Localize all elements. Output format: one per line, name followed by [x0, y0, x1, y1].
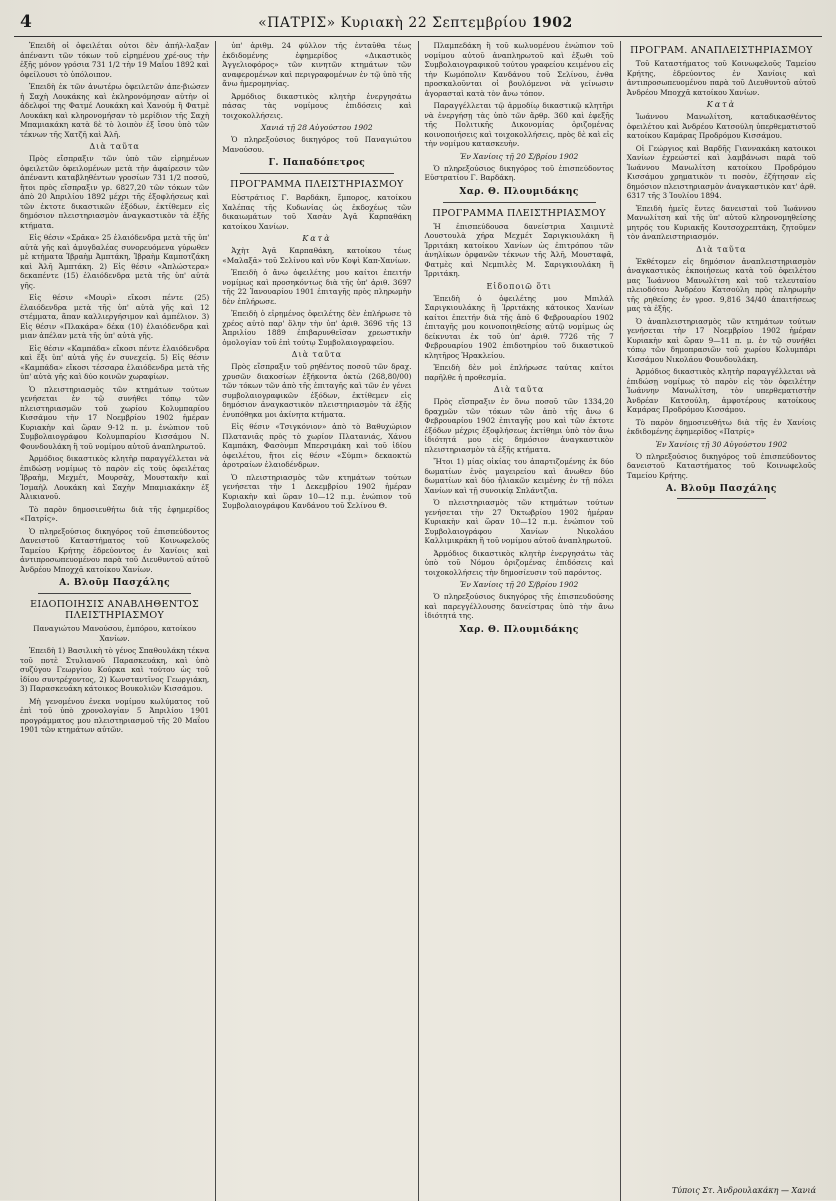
signature: Χαρ. Θ. Πλουμιδάκης [459, 186, 579, 197]
signature: Α. Βλοῦμ Πασχάλης [59, 578, 171, 588]
column-3 [419, 41, 621, 1201]
paragraph: Ἐπειδὴ ὁ εἰρημένος ὀφειλέτης δὲν ἐπλήρωσε τὸ χρέος αὐτὸ παρ' ὅλην τὴν ὑπ' ἀριθ. 3696 τῆς 13 Ἀπριλίου 1889 ἐπιβαρυνθεῖσαν χρεωστικὴν ὁμολογίαν τοῦ ἐπὶ τούτῳ Συμβολαιογραφείου. [222, 309, 412, 347]
paragraph: Ἐπειδὴ ὁ ἄνω ὀφειλέτης μου καίτοι ἐπειτήν νομίμως καὶ προσηκόντως διὰ τῆς ὑπ' ἀριθ. 3697 τῆς 22 Ἰανουαρίου 1901 ἐπιταγῆς πρὸς πληρωμὴν δὲν ἐπλήρωσε. [222, 268, 412, 306]
issue-year: 1902 [531, 15, 573, 31]
section-heading: Διὰ ταῦτα [696, 244, 747, 254]
section-heading: Διὰ ταῦτα [493, 385, 545, 394]
issue-date: Κυριακὴ 22 Σεπτεμβρίου [340, 15, 527, 31]
paragraph: Ὁ πλειστηριασμὸς τῶν κτημάτων τούτων γενήσεται τὴν 27 Ὀκτωβρίου 1902 ἡμέραν Κυριακὴν καὶ ὥραν 10—12 π.μ. ἐνώπιον τοῦ Συμβολαιογράφου Χανίων Νικολάου Καλλιμικράκη ἢ τοῦ νομίμου αὐτοῦ ἀναπληρωτοῦ. [424, 498, 614, 545]
section-heading: Διὰ ταῦτα [291, 350, 343, 359]
paragraph: Ἀρμόδιος δικαστικὸς κλητὴρ παραγγέλλεται νὰ ἐπιδώσῃ νομίμως τὸ παρὸν εἰς τὸν ὀφειλέτην Ἰωάννην Μανωλίτση, τὸν υπερθεματιστὴν Ἀνδρέαν Κατσούλη, ἀμφοτέρους κατοίκους Καμάρας Προδρόμου Κισσάμου. [626, 367, 816, 414]
masthead-title [258, 15, 573, 31]
signature: Γ. Παπαδόπετρος [268, 158, 366, 168]
notice-date: Χανιά τῇ 28 Αὐγούστου 1902 [261, 123, 373, 132]
paragraph: Ἀχὴτ Ἀγᾶ Καρπαθάκη, κατοίκου τέως «Μαλαξᾶ» τοῦ Σελίνου καὶ νῦν Κοψὶ Καπ-Χανίων. [222, 246, 412, 265]
masthead [14, 12, 822, 37]
paragraph: Οἱ Γεώργιος καὶ Βαρδῆς Γιαννακάκη κατοικοι Χανίων ἐχρεώστεί καὶ λαμβάνωσι παρὰ τοῦ Ἰωάννου Μανωλίτση κατοίκου Προδρόμου Κισσάμου χρηματικὸν τι ποσὸν, ἐζήτησαν εἰς δημόσιον πλειστηριασμὸν ἀναγκαστικὸν κατ' ἀρθ. 6317 τῆς 3 Ἰουλίου 1894. [626, 143, 816, 200]
divider [443, 202, 596, 203]
notice-heading: ΕΙΔΟΠΟΙΗΣΙΣ ΑΝΑΒΛΗΘΕΝΤΟΣ ΠΛΕΙΣΤΗΡΙΑΣΜΟΥ [30, 599, 200, 621]
paragraph: Πλαμπεδάκη ἢ τοῦ κωλυομένου ἐνώπιον τοῦ νομίμου αὐτοῦ ἀναπληρωτοῦ καὶ ἐξωθι τοῦ Συμβολαιογραφικοῦ τούτου γραφείου κειμένου εἰς τὴν Κωμόπολιν Κανδάνου τοῦ Σελίνου, ἐνθα προσκαλοῦνται οἱ βουλόμενοι νὰ γείνωσιν ἀγορασταὶ κατὰ τὸν ἄνω τόπον. [424, 41, 614, 98]
paragraph: Ὁ πληρεξούσιος δικηγόρος τοῦ Παναγιώτου Μανούσου. [222, 135, 412, 154]
signature: Χαρ. Θ. Πλουμιδάκης [459, 624, 579, 635]
paragraph: Ἀρμόδιος δικαστικὸς κλητὴρ παραγγέλλεται νὰ ἐπιδώσῃ νομίμως τὸ παρὸν εἰς τοὺς ὀφειλέτας Ἰβραὴμ, Μεχμέτ, Μουρσὰχ, Μουστακὴν καὶ Ἰσμαὴλ Λουκάκη καὶ Σαχὴν Μπαμιακάκην ἐξ Ἀλικιανοῦ. [20, 454, 210, 501]
notice-heading: ΠΡΟΓΡΑΜΜΑ ΠΛΕΙΣΤΗΡΙΑΣΜΟΥ [230, 179, 404, 190]
columns [14, 41, 822, 1201]
column-4 [621, 41, 822, 1201]
section-heading: Διὰ ταῦτα [89, 142, 140, 151]
paragraph: Τὸ παρὸν δημοσιευθήτω διὰ τῆς ἐφημερίδος «Πατρίς». [20, 504, 210, 523]
paragraph: Ἐπειδὴ ἐκ τῶν ἀνωτέρω ὀφειλετῶν ἀπε-βιώσεν ἡ Σαχὴ Λουκάκης καὶ ἐκληρονόμησαν αὐτὴν οἱ ἀδελφοί της Φατμέ Λουκάκη καὶ Χανούμ ἢ Φατμὲ Λουκάκη καὶ κληρονομήσαν τὸ μερίδιον τῆς Σαχὴ Μπαμιακάκη κατὰ δὲ τὸ λοιπὸν ἐξ ἴσου ὑπὸ τῶν τέκνων τῆς Χατζῆ καὶ Ἀλῆ. [20, 82, 210, 139]
newspaper-name: «ΠΑΤΡΙΣ» [258, 15, 336, 31]
paragraph: Ὁ πληρεξούσιος δικηγόρος τοῦ ἐπισπεύδοντος Δανειστοῦ Καταστήματος τοῦ Κοινωφελοῦς Ταμείου Κρήτης ἑδρεύοντος ἐν Χανίοις καὶ ἀντιπροσωπευομένου παρὰ τοῦ Διευθυντοῦ αὐτοῦ Ἀνδρέου Μποχχᾶ κατοίκου Χανίων. [20, 526, 210, 574]
section-heading: Κατὰ [706, 100, 736, 109]
paragraph: Ἀρμόδιος δικαστικὸς κλητὴρ ἐνεργησάτω πάσας τὰς νομίμους ἐπιδόσεις καὶ τοιχοκολλήσεις. [222, 91, 412, 120]
notice-heading: ΠΡΟΓΡΑΜΜΑ ΠΛΕΙΣΤΗΡΙΑΣΜΟΥ [432, 207, 606, 219]
paragraph: Τοῦ Καταστήματος τοῦ Κοινωφελοῦς Ταμείου Κρήτης, ἑδρεύοντος ἐν Χανίοις καὶ ἀντιπροσωπευομένου παρὰ τοῦ Διευθυντοῦ αὐτοῦ Ἀνδρέου Μποχχᾶ κατοίκου Χανίων. [626, 59, 816, 97]
paragraph: Εἰς θέσιν «Τσιγκόνιον» ἀπὸ τὸ Βαθυχώριον Πλατανιᾶς πρὸς τὸ χωρίον Πλατανιάς, Χάνου Καμπάκη, Φασὸνμπ Μπερσιμάκη καὶ τοῦ ἰδίου ὀφειλέτου, ἤτοι εἰς θέσιν «Σύμπι» δεκαοκτὼ ἀροτραίων ἐλαιοδένδρων. [222, 422, 412, 469]
notice-date: Ἐν Χανίοις τῇ 20 Σ/βρίου 1902 [459, 580, 579, 589]
paragraph: Ὁ πληρεξούσιος δικηγόρος τῆς ἐπισπευδούσης καὶ παρεγγέλλουσης δανείστρας ὑπὸ τὴν ἄνω ἰδιότητά της. [424, 592, 614, 620]
signature: Α. Βλοῦμ Πασχάλης [665, 484, 777, 494]
printer-imprint: Τύποις Στ. Ἀνδρουλακάκη — Χανιά [671, 1186, 816, 1195]
paragraph: Ἤτοι 1) μίας οἰκίας του ἀπαρτιζομένης ἐκ δύο δωματίων ἑνὸς μαγειρείου καὶ ἄνωθεν δύο δωματίων καὶ δύο ἡλιακῶν κειμένης ἐν τῇ πόλει Χανίων καὶ τῇ συνοικίᾳ Σπλάντζια. [424, 457, 614, 495]
paragraph: Ἀρμόδιος δικαστικὸς κλητὴρ ἐνεργησάτω τὰς ὑπὸ τοῦ Νόμου ὁριζομένας ἐπιδόσεις καὶ τοιχοκολλήσεις τὴν δημοσίευσιν τοῦ παρόντος. [424, 548, 614, 577]
paragraph: Ὁ πλειστηριασμὸς τῶν κτημάτων τούτων γενήσεται ἐν τῷ συνήθει τόπῳ τῶν πλειστηριασμῶν τοῦ χωρίου Κολυμπαρίου Κισσάμου τὴν 17 Νοεμβρίου 1902 ἡμέραν Κυριακὴν καὶ ὥραν 9-12 π. μ. ἐνώπιον τοῦ Συμβολαιογράφου Κολυμπαρίου Κισσάμου Ν. Φουνδουλάκη ἢ τοῦ νομίμου αὐτοῦ ἀναπληρωτοῦ. [20, 384, 210, 451]
divider [240, 173, 393, 174]
paragraph: Ἡ ἐπισπεύδουσα δανείστρια Χαιμιντὲ Λουστουλὰ χήρα Μεχμέτ Σαριγκιουλάκη ἢ Ἰρριτάκη κατοίκου Χανίων ὡς ἐπιτρόπου τῶν ἀνηλίκων ὀρφανῶν τέκνων τῆς Ἀλῆ, Μουσταφᾶ, Φατμὲς καὶ Νεμπιλὲς Μ. Σαριγκιουλάκη ἢ Ἰρριτάκη. [424, 221, 614, 278]
paragraph: Εὐστράτιος Γ. Βαρδάκη, ἔμπορος, κατοίκου Χαλέπας τῆς Κυδωνίας ὡς ἐκδοχέως τῶν δικαιωμάτων τοῦ Χασὰν Ἀγᾶ Καρπαθάκη κατοίκου Χανίων. [222, 193, 412, 231]
section-heading: Εἰδοποιῶ ὅτι [486, 281, 552, 291]
divider [677, 498, 766, 499]
page-number: 4 [20, 12, 32, 32]
paragraph: ὑπ' ἀριθμ. 24 φύλλον τῆς ἐνταῦθα τέως ἐκδιδομένης ἐφημερίδος «Δικαστικὸς Ἀγγελιοφόρος» τῶν κινητῶν κτημάτων τῶν αναφερομένων καὶ περιγραφομένων ἐν τῷ ὑπὸ τῆς ἄνω ἡμερομηνίας. [222, 41, 412, 88]
paragraph: Ὁ πληρεξούσιος δικηγόρος τοῦ ἐπισπεύδοντος δανειστοῦ Καταστήματος τοῦ Κοινωφελοῦς Ταμείου Κρήτης. [626, 451, 816, 480]
paragraph: Εἰς θέσιν «Σρᾶκα» 25 ἐλαιόδενδρα μετὰ τῆς ὑπ' αὐτὰ γῆς καὶ ἀμυγδαλέας συνορευόμενα γύρωθεν μὲ κτήματα Ἱβραὴμ Ἀμπτάκη, Ἰβραὴμ Καμποτζάκη καὶ Ἀλῆ Ἀμπτάκη. 2) Εἰς θέσιν «Ἀπλώστερα» δεκαπέντε (15) ἐλαιόδενδρα μετὰ τῆς ὑπ' αὐτὰ γῆς. [20, 233, 210, 290]
paragraph: Μὴ γενομένου ἐνεκα νομίμου κωλύματος τοῦ ἐπὶ τοῦ ὑπὸ χρονολογίαν 5 Ἀπριλίου 1901 προγράμματος μου πλειστηριασμοῦ τῆς 20 Μαΐου 1901 τῶν κτημάτων αὐτῶν. [20, 696, 210, 734]
section-heading: Κατὰ [302, 234, 332, 243]
notice-heading: ΠΡΟΓΡΑΜ. ΑΝΑΠΛΕΙΣΤΗΡΙΑΣΜΟΥ [630, 45, 813, 56]
paragraph: Ἐπειδὴ ἡμεῖς ἔντες δανεισταὶ τοῦ Ἰωάννου Μανωλίτση καὶ τῆς ὑπ' αὐτοῦ κληρονομηθείσης μητρός του Κυριακῆς Κουτσοχρεπτάκη, ζητοῦμεν τὸν ἀναπλειστηριασμόν. [626, 203, 816, 241]
paragraph: Ὁ πληρεξούσιος δικηγόρος τοῦ ἐπισπεύδοντος Εὐστρατίου Γ. Βαρδάκη. [424, 163, 614, 182]
paragraph: Ἐκθέτομεν εἰς δημόσιον ἀναπλειστηριασμὸν ἀναγκαστικὸς ἐκποιήσεως κατὰ τοῦ ὀφειλέτου μας Ἰωάννου Μανωλίτση καὶ τοῦ τελευταίου πλειοδότου Ἀνδρέου Κατσούλη πρὸς πληρωμὴν τῆς ρηθείσης ἐν γροσ. 9,816 34/40 ἀπαιτήσεως μας τὰ ἑξῆς. [626, 256, 816, 313]
paragraph: Ἐπειδὴ οἱ ὀφειλέται οὐτοι δὲν ἀπήλ-λαξαν ἀπέναντι τῶν τόκων τοῦ εἰρημένου χρέ-ους τὴν ἐξῆς μόνον γρόσια 731 1/2 τὴν 19 Μαΐου 1892 καὶ ὀφείλουσι τὸ ὑπόλοιπον. [20, 41, 210, 79]
paragraph: Εἰς θέσιν «Μουρὶ» εἴκοσι πέντε (25) ἐλαιόδενδρα μετὰ τῆς ὑπ' αὐτὰ γῆς καὶ 12 στέμματα, ἅπαν καλλιεργήσιμον καὶ ἀμπέλιον. 3) Εἰς θέσιν «Πλακάρα» δέκα (10) ἐλαιόδενδρα καὶ μιαν ἀπέλαν μετὰ τῆς ὑπ' αὐτὰ γῆς. [20, 293, 210, 340]
paragraph: Εἰς θέσιν «Καμπάδα» εἴκοσι πέντε ἐλαιόδενδρα καὶ ἕξι ὑπ' αὐτὰ γῆς ἐν συνεχείᾳ. 5) Εἰς θέσιν «Καμπάδα» εἴκοσι τέσσαρα ἐλαιόδενδρα μετὰ τῆς ὑπ' αὐτὰ γῆς καὶ δύο κοινῶν χωραφίων. [20, 343, 210, 381]
column-2 [216, 41, 418, 1201]
paragraph: Πρὸς εἴσπραξιν ἐν ὅνω ποσοῦ τῶν 1334,20 δραχμῶν τῶν τόκων τῶν ἀπὸ τῆς ἄνω 6 Φεβρουαρίου 1902 ἐπιταγῆς μου καὶ τῶν ἐκτοτε ἐξόδων μέχρις ἐξοφλήσεως ἐκτίθημι ὑπὸ τὸν ἄνω ἰδιότητά μου εἰς δημόσιον ἀναγκαστικὸν πλειστηριασμὸν τὰ ἑξῆς κτήματα. [424, 397, 614, 454]
column-1 [14, 41, 216, 1201]
paragraph: Πρὸς εἴσπραξιν τῶν ὑπὸ τῶν εἰρημένων ὀφειλετῶν ὀφειλομένων μετὰ τὴν ἀφαίρεσιν τῶν ἀπέναντι καταβληθέντων γροσίων 731 1/2 ποσοῦ, ἤτοι πρὸς εἴσπραξιν γρ. 6827,20 τῶν τόκων τῶν ἀπὸ 20 Ἀπριλίου 1892 μέχρι τῆς ἐξοφλήσεως καὶ τῶν ἐκτοτε δικαστικῶν ἐξόδων, ἐκτίθεμεν εἰς δημόσιον πλειστηριασμὸν ἀναγκαστικὸν τὰ ἑξῆς κτήματα. [20, 154, 210, 230]
paragraph: Ἐπειδὴ 1) Βασιλικὴ τὸ γένος Σπαθουλάκη τέκνα τοῦ ποτὲ Στυλιανοῦ Παρασκευάκη, καὶ ὑπὸ συζύγου Γεωργίου Κούρκα καὶ τούτου ὡς τοῦ ἰδίου συντρέχοντος, 2) Κωνσταντῖνος Γεωργιάκη, 3) Παρασκευάκη κάτοικος Βουκολιῶν Κισσάμου. [20, 646, 210, 693]
notice-date: Ἐν Χανίοις τῇ 20 Σ/βρίου 1902 [459, 151, 579, 161]
paragraph: Πρὸς εἴσπραξιν τοῦ ρηθέντος ποσοῦ τῶν δραχ. χρυσῶν διακοσίων ἑξήκοντα ὀκτὼ (268,80/00) τῶν τόκων τῶν ἀπὸ τῆς ἐπιταγῆς καὶ τῶν ἐν γένει συμβολαιογραφικῶν ἐξόδων, ἐκτίθεμεν εἰς δημόσιον ἀναγκαστικὸν πλειστηριασμὸν τὰ ἑξῆς ἐνυπόθηκα μοι ἀκίνητα κτήματα. [222, 362, 412, 419]
paragraph: Ὁ πλειστηριασμὸς τῶν κτημάτων τούτων γενήσεται τὴν 1 Δεκεμβρίου 1902 ἡμέραν Κυριακὴν καὶ ὥραν 10—12 π.μ. ἐνώπιον τοῦ Συμβολαιογράφου Κανδάνου τοῦ Σελίνου Θ. [222, 472, 412, 510]
paragraph: Παραγγέλλεται τῷ ἁρμοδίῳ δικαστικῷ κλητῆρι νὰ ἐνεργήσῃ τὰς ὑπὸ τῶν ἄρθρ. 360 καὶ ἐφεξῆς τῆς Πολιτικῆς Δικονομίας ὁριζομένας κοινοποιήσεις καὶ τοιχοκολλήσεις, πρὸς δὲ καὶ εἰς τὴν νομίμου κατασκευὴν. [424, 101, 614, 148]
paragraph: Ἐπειδὴ ὁ ὀφειλέτης μου Μπιλάλ Σαριγκιουλάκης ἢ Ἰρριτάκης κάτοικος Χανίων καίτοι ἐπειτήν διὰ τῆς ἀπὸ 6 Φεβρουαρίου 1902 ἐπιταγῆς μου κοινοποιηθείσης αὐτῷ νομίμως ὡς δείκνυται ἐκ τοῦ ὑπ' ἀριθ. 7726 τῆς 7 Φεβρουαρίου 1902 ἐπιδοτηρίου τοῦ δικαστικοῦ κλητῆρος Ἡρακλείου. [424, 293, 614, 360]
notice-date: Ἐν Χανίοις τῇ 30 Αὐγούστου 1902 [655, 439, 788, 449]
paragraph: Παναγιώτου Μανούσου, ἐμπόρου, κατοίκου Χανίων. [33, 624, 197, 643]
divider [38, 593, 191, 594]
paragraph: Τὸ παρὸν δημοσιευθήτω διὰ τῆς ἐν Χανίοις ἐκδιδομένης ἐφημερίδος «Πατρίς» [626, 417, 816, 436]
paragraph: Ἐπειδὴ δὲν μοὶ ἐπλήρωσε ταύτας καίτοι παρῆλθε ἡ προθεσμία. [424, 363, 614, 382]
paragraph: Ὁ ἀναπλειστηριασμὸς τῶν κτημάτων τούτων γενήσεται τὴν 17 Νοεμβρίου 1902 ἡμέραν Κυριακὴν καὶ ὥραν 9—11 π. μ. ἐν τῷ συνήθει τόπῳ τῶν δημοπρασιῶν τοῦ χωρίου Κολυμπάρι Κισσάμου Νικολάου Φουνδουλάκη. [626, 316, 816, 364]
paragraph: Ἰωάννου Μανωλίτση, καταδικασθέντος ὀφειλέτου καὶ Ἀνδρέου Κατσούλη ὑπερθεματιστοῦ κατοίκου Καμάρας Προδρόμου Κισσάμου. [626, 112, 816, 140]
